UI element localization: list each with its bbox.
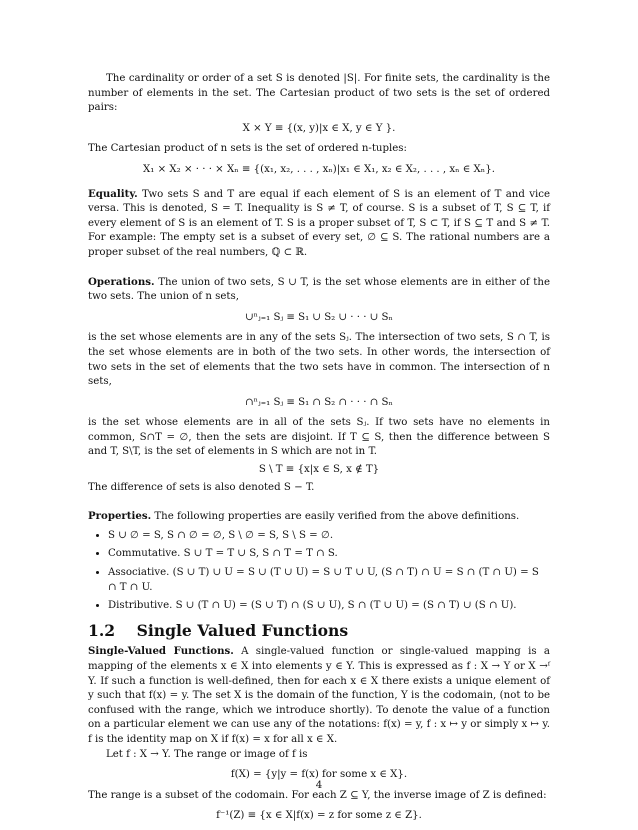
functions-text-2: Let f : X → Y. The range or image of f is (106, 748, 308, 760)
equality-paragraph (88, 187, 550, 261)
list-item: • S ∪ ∅ = S, S ∩ ∅ = ∅, S \ ∅ = S, S \ S = ∅. (108, 529, 550, 544)
difference-equation: S \ T ≡ {x|x ∈ S, x ∉ T} (258, 464, 380, 476)
properties-list (88, 529, 550, 614)
operations-text-4: The difference of sets is also denoted S − T. (88, 481, 315, 493)
intro-paragraph: The cardinality or order of a set S is denoted |S|. For finite sets, the cardinality is the number of elements in the set. The Cartesian product of two sets is the set of ordered pairs: (88, 73, 550, 114)
functions-paragraph (88, 644, 550, 747)
intro-paragraph-2: The Cartesian product of n sets is the set of ordered n-tuples: (88, 143, 407, 155)
list-item: • Distributive. S ∪ (T ∩ U) = (S ∪ T) ∩ (S ∪ U), S ∩ (T ∪ U) = (S ∩ T) ∪ (S ∩ U). (108, 599, 550, 614)
page-number: 4 (315, 780, 323, 791)
operations-heading: Operations. (88, 275, 155, 288)
properties-text: The following properties are easily verified from the above definitions. (154, 511, 520, 523)
range-equation: f(X) = {y|y = f(x) for some x ∈ X}. (230, 769, 408, 781)
properties-heading: Properties. (88, 510, 152, 523)
functions-heading: Single-Valued Functions. (88, 645, 234, 658)
operations-text-2: is the set whose elements are in any of the sets Sⱼ. The intersection of two sets, S ∩ T, is the set whose elements are in both of the two sets. In other words, the intersection of two sets in the set of elements that the two sets have in common. The intersection of n sets, (88, 332, 550, 388)
section-title: Single Valued Functions (136, 620, 349, 640)
section-number: 1.2 (88, 620, 116, 640)
cartesian-product-equation: X × Y ≡ {(x, y)|x ∈ X, y ∈ Y }. (242, 122, 396, 134)
section-heading (88, 620, 550, 640)
equality-heading: Equality. (88, 187, 138, 200)
list-item: • Commutative. S ∪ T = T ∪ S, S ∩ T = T ∩ S. (108, 547, 550, 562)
operations-text-1: The union of two sets, S ∪ T, is the set whose elements are in either of the two sets. The union of n sets, (88, 276, 550, 303)
union-equation: ∪ⁿⱼ₌₁ Sⱼ ≡ S₁ ∪ S₂ ∪ · · · ∪ Sₙ (245, 311, 393, 323)
properties-paragraph (88, 509, 550, 525)
intersection-equation: ∩ⁿⱼ₌₁ Sⱼ ≡ S₁ ∩ S₂ ∩ · · · ∩ Sₙ (245, 396, 393, 408)
functions-text-3: The range is a subset of the codomain. For each Z ⊆ Y, the inverse image of Z is defined: (88, 789, 547, 801)
list-item: • Associative. (S ∪ T) ∪ U = S ∪ (T ∪ U) = S ∪ T ∪ U, (S ∩ T) ∩ U = S ∩ (T ∩ U) = S ∩ T ∩ U. (108, 566, 550, 595)
equality-text: Two sets S and T are equal if each element of S is an element of T and vice versa. This is denoted, S = T. Inequality is S ≠ T, of course. S is a subset of T, S ⊆ T, if every element of S is an element of T. S is a proper subset of T, S ⊂ T, if S ⊆ T and S ≠ T. For example: The empty set is a subset of every set, ∅ ⊆ S. The rational numbers are a proper subset of the real numbers, ℚ ⊂ ℝ. (88, 188, 550, 258)
operations-paragraph (88, 275, 550, 305)
inverse-image-equation: f⁻¹(Z) ≡ {x ∈ X|f(x) = z for some z ∈ Z}. (216, 810, 422, 822)
n-tuple-equation: X₁ × X₂ × · · · × Xₙ ≡ {(x₁, x₂, . . . , xₙ)|x₁ ∈ X₁, x₂ ∈ X₂, . . . , xₙ ∈ Xₙ}. (143, 163, 495, 175)
functions-text-1: A single-valued function or single-valued mapping is a mapping of the elements x ∈ X into elements y ∈ Y. This is expressed as f : X → Y or X →ᶠ Y. If such a function is well-defined, then for each x ∈ X there exists a unique element of y such that f(x) = y. The set X is the domain of the function, Y is the codomain, (not to be confused with the range, which we introduce shortly). To denote the value of a function on a particular element we can use any of the notations: f(x) = y, f : x ↦ y or simply x ↦ y. f is the identity map on X if f(x) = x for all x ∈ X. (88, 646, 550, 745)
page-body (88, 72, 550, 830)
operations-text-3: is the set whose elements are in all of the sets Sⱼ. If two sets have no elements in common, S∩T = ∅, then the sets are disjoint. If T ⊆ S, then the difference between S and T, S\T, is the set of elements in S which are not in T. (88, 417, 550, 458)
